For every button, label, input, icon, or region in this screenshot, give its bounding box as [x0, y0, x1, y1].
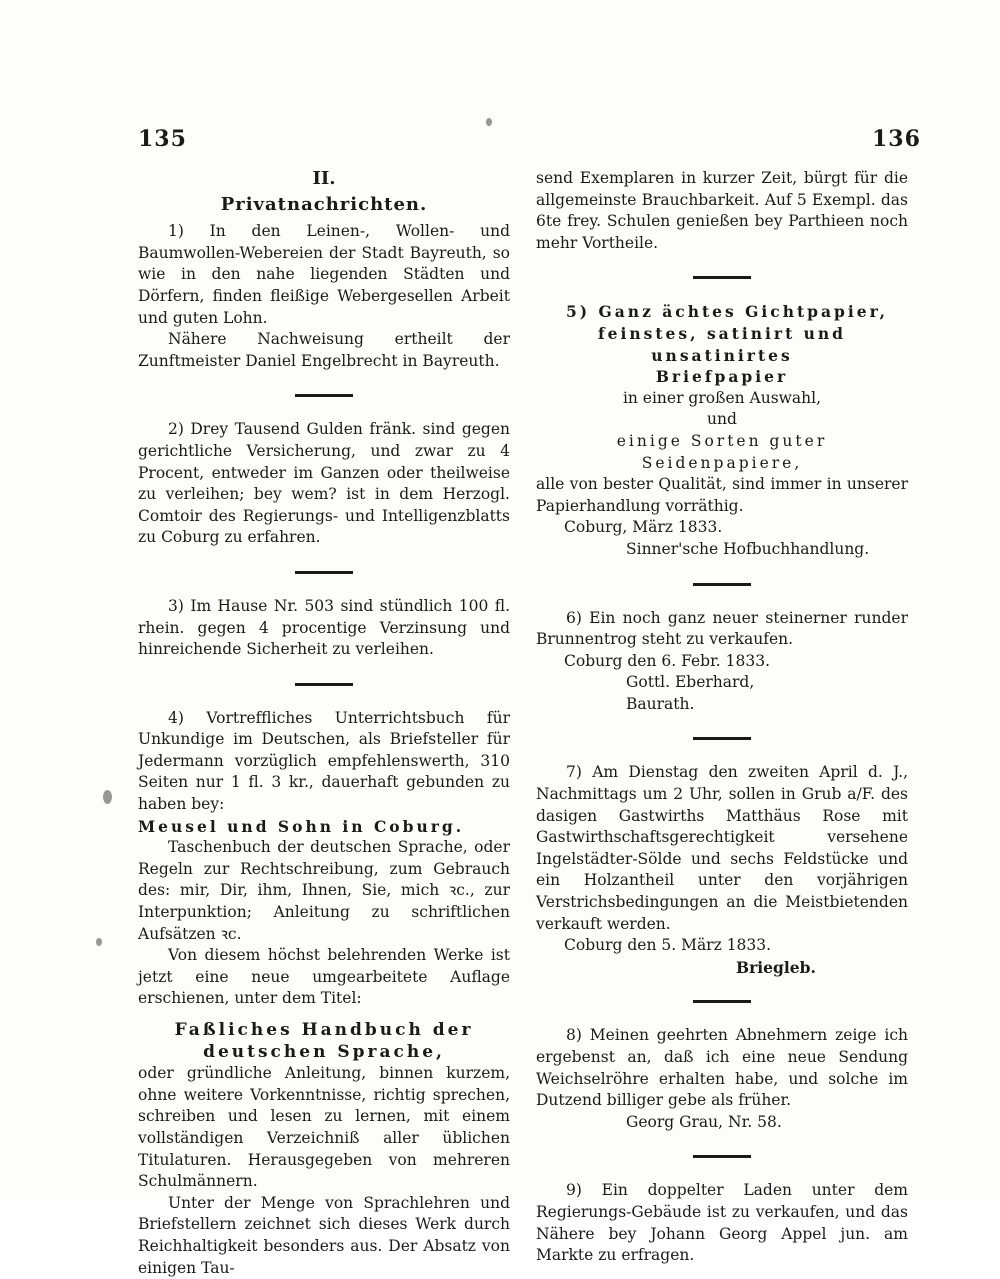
- ad-4-book: Taschenbuch der deutschen Sprache, oder Regeln zur Rechtschreibung, zum Gebrauch des: mir, Dir, ihm, Ihnen, Sie, mich ꝛc., zur Interpunktion; Anleitung zu schriftlichen Aufsätzen ꝛc.: [138, 838, 510, 943]
- divider-5: [693, 583, 751, 586]
- ad-5-line-4: in einer großen Auswahl,: [622, 388, 822, 407]
- ad-5-date: Coburg, März 1833.: [564, 518, 723, 537]
- ad-7-signature: Briegleb.: [736, 957, 816, 977]
- ink-smudge: [103, 790, 112, 804]
- ad-2-body: 2) Drey Tausend Gulden fränk. sind gegen gerichtliche Versicherung, und zwar zu 4 Procent, entweder im Ganzen oder theilweise zu verleihen; bey wem? ist in dem Herzogl. Comtoir des Regierungs- und Intelligenzblatts zu Coburg zu erfahren.: [138, 420, 510, 547]
- page-number-right: 136: [872, 126, 921, 152]
- ad-4-publisher: Meusel und Sohn in Coburg.: [138, 816, 465, 836]
- ad-4-new-edition: Von diesem höchst belehrenden Werke ist jetzt eine neue umgearbeitete Auflage erschienen, unter dem Titel:: [138, 946, 510, 1008]
- ad-6-body: 6) Ein noch ganz neuer steinerner runder Brunnentrog steht zu verkaufen.: [536, 608, 908, 649]
- ad-5-line-5: und: [707, 410, 737, 429]
- divider-1: [295, 394, 353, 397]
- right-column: [536, 168, 908, 1267]
- section-title: Privatnachrichten.: [220, 193, 428, 215]
- ad-5-signature: Sinner'sche Hofbuchhandlung.: [626, 539, 870, 558]
- ad-9-body: 9) Ein doppelter Laden unter dem Regierungs-Gebäude ist zu verkaufen, und das Nähere bey Johann Georg Appel jun. am Markte zu erfragen.: [536, 1181, 908, 1265]
- ad-3-body: 3) Im Hause Nr. 503 sind stündlich 100 fl. rhein. gegen 4 procentige Verzinsung und hinreichende Sicherheit zu verleihen.: [138, 596, 510, 659]
- ad-4-title: Faßliches Handbuch der deutschen Sprache,: [174, 1020, 474, 1062]
- page-number-left: 135: [138, 126, 187, 152]
- continuation-text: send Exemplaren in kurzer Zeit, bürgt für die allgemeinste Brauchbarkeit. Auf 5 Exempl. das 6te frey. Schulen genießen bey Parthieen noch mehr Vortheile.: [536, 169, 908, 252]
- ad-6-signature-2: Baurath.: [626, 694, 695, 713]
- divider-3: [295, 683, 353, 686]
- section-number: II.: [312, 168, 336, 189]
- ad-5-line-2: feinstes, satinirt und unsatinirtes: [597, 323, 847, 365]
- ad-6-signature-1: Gottl. Eberhard,: [626, 673, 755, 692]
- divider-7: [693, 1000, 751, 1003]
- ad-8-body: 8) Meinen geehrten Abnehmern zeige ich ergebenst an, daß ich eine neue Sendung Weichselröhre erhalten habe, und solche im Dutzend billiger gebe als früher.: [536, 1026, 908, 1110]
- ad-4-closing: Unter der Menge von Sprachlehren und Briefstellern zeichnet sich dieses Werk durch Reichhaltigkeit besonders aus. Der Absatz von einigen Tau-: [138, 1193, 510, 1277]
- ink-smudge: [96, 938, 102, 946]
- divider-2: [295, 571, 353, 574]
- ad-5-line-6: einige Sorten guter Seidenpapiere,: [616, 431, 828, 472]
- ad-5-line-3: Briefpapier: [655, 367, 789, 387]
- left-column: [138, 168, 510, 1279]
- ad-5-body: alle von bester Qualität, sind immer in unserer Papierhandlung vorräthig.: [536, 475, 908, 515]
- ink-smudge: [486, 118, 492, 126]
- ad-4-subtitle: oder gründliche Anleitung, binnen kurzem, ohne weitere Vorkenntnisse, richtig sprechen, schreiben und lesen zu lernen, mit einem vollständigen Verzeichniß aller üblichen Titulaturen. Herausgegeben von mehreren Schulmännern.: [138, 1064, 510, 1191]
- ad-6-date: Coburg den 6. Febr. 1833.: [564, 651, 771, 670]
- ad-1-body: 1) In den Leinen-, Wollen- und Baumwollen-Webereien der Stadt Bayreuth, so wie in den nahe liegenden Städten und Dörfern, finden fleißige Webergesellen Arbeit und guten Lohn.: [138, 222, 510, 327]
- ad-7-date: Coburg den 5. März 1833.: [564, 936, 772, 955]
- divider-8: [693, 1155, 751, 1158]
- ad-8-signature: Georg Grau, Nr. 58.: [626, 1112, 782, 1131]
- ad-1-note: Nähere Nachweisung ertheilt der Zunftmeister Daniel Engelbrecht in Bayreuth.: [138, 330, 510, 370]
- ad-4-body: 4) Vortreffliches Unterrichtsbuch für Unkundige im Deutschen, als Briefsteller für Jedermann vorzüglich empfehlenswerth, 310 Seiten nur 1 fl. 3 kr., dauerhaft gebunden zu haben bey:: [138, 708, 510, 814]
- divider-4: [693, 276, 751, 279]
- ad-7-body: 7) Am Dienstag den zweiten April d. J., Nachmittags um 2 Uhr, sollen in Grub a/F. des dasigen Gastwirths Matthäus Rose mit Gastwirthschaftsgerechtigkeit versehene Ingelstädter-Sölde und sechs Feldstücke und ein Holzantheil unter den vorjährigen Verstrichsbedingungen an die Meistbietenden verkauft werden.: [536, 763, 908, 933]
- divider-6: [693, 737, 751, 740]
- ad-5-line-1: 5) Ganz ächtes Gichtpapier,: [566, 302, 889, 322]
